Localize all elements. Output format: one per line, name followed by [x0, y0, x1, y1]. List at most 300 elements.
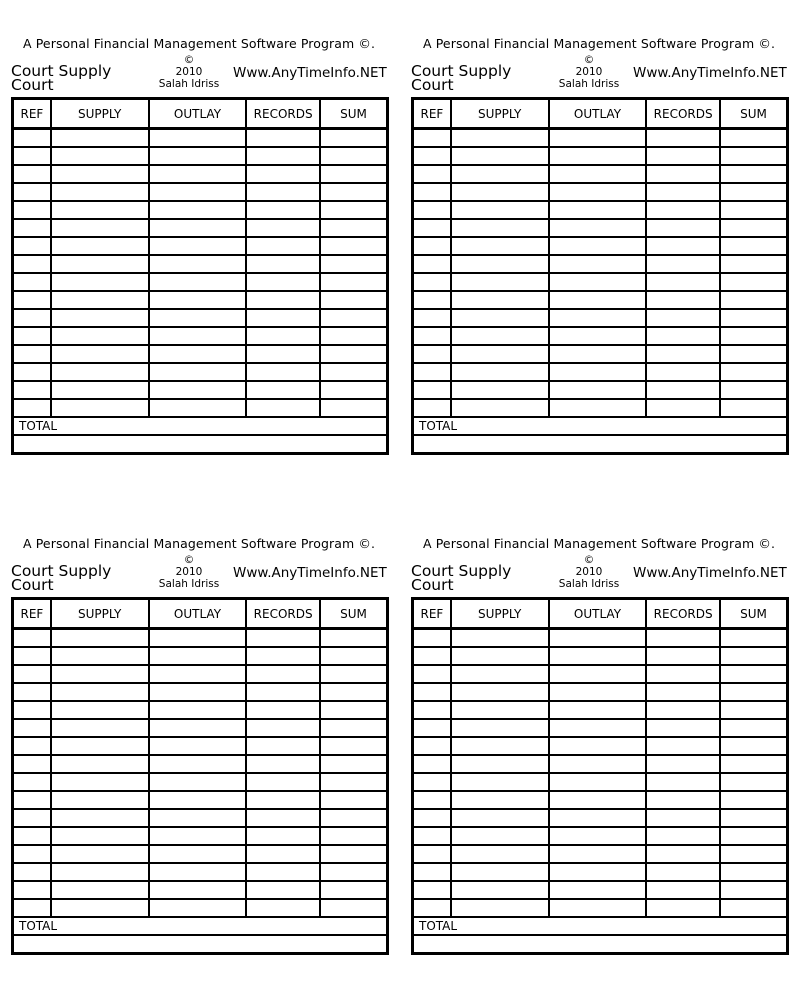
cell-records[interactable] — [246, 881, 320, 899]
cell-records[interactable] — [246, 863, 320, 881]
cell-sum[interactable] — [720, 147, 788, 165]
cell-records[interactable] — [246, 755, 320, 773]
cell-ref[interactable] — [413, 773, 451, 791]
cell-records[interactable] — [646, 165, 720, 183]
cell-sum[interactable] — [720, 791, 788, 809]
cell-ref[interactable] — [13, 309, 51, 327]
cell-records[interactable] — [246, 327, 320, 345]
cell-records[interactable] — [646, 183, 720, 201]
cell-sum[interactable] — [720, 755, 788, 773]
total-value-cell[interactable] — [413, 935, 788, 954]
cell-sum[interactable] — [720, 683, 788, 701]
cell-supply[interactable] — [451, 309, 549, 327]
cell-sum[interactable] — [320, 701, 388, 719]
cell-records[interactable] — [646, 629, 720, 648]
cell-records[interactable] — [246, 183, 320, 201]
cell-sum[interactable] — [720, 737, 788, 755]
cell-ref[interactable] — [413, 737, 451, 755]
cell-ref[interactable] — [413, 183, 451, 201]
cell-sum[interactable] — [320, 899, 388, 917]
cell-supply[interactable] — [51, 381, 149, 399]
cell-ref[interactable] — [13, 147, 51, 165]
cell-sum[interactable] — [320, 791, 388, 809]
cell-outlay[interactable] — [549, 683, 647, 701]
cell-supply[interactable] — [451, 683, 549, 701]
cell-ref[interactable] — [413, 129, 451, 148]
cell-ref[interactable] — [413, 327, 451, 345]
cell-records[interactable] — [646, 147, 720, 165]
cell-sum[interactable] — [320, 629, 388, 648]
cell-records[interactable] — [646, 647, 720, 665]
cell-ref[interactable] — [13, 899, 51, 917]
cell-outlay[interactable] — [149, 881, 247, 899]
cell-supply[interactable] — [51, 701, 149, 719]
cell-supply[interactable] — [51, 291, 149, 309]
cell-outlay[interactable] — [549, 845, 647, 863]
cell-sum[interactable] — [320, 363, 388, 381]
cell-records[interactable] — [646, 845, 720, 863]
cell-sum[interactable] — [720, 399, 788, 417]
cell-ref[interactable] — [13, 165, 51, 183]
total-value-cell[interactable] — [413, 435, 788, 454]
cell-sum[interactable] — [320, 273, 388, 291]
cell-outlay[interactable] — [149, 183, 247, 201]
cell-supply[interactable] — [51, 165, 149, 183]
cell-ref[interactable] — [13, 381, 51, 399]
cell-records[interactable] — [646, 773, 720, 791]
cell-sum[interactable] — [320, 129, 388, 148]
cell-ref[interactable] — [413, 809, 451, 827]
cell-supply[interactable] — [451, 737, 549, 755]
cell-ref[interactable] — [13, 201, 51, 219]
cell-supply[interactable] — [51, 219, 149, 237]
cell-supply[interactable] — [51, 755, 149, 773]
cell-ref[interactable] — [413, 201, 451, 219]
cell-supply[interactable] — [451, 827, 549, 845]
cell-supply[interactable] — [51, 629, 149, 648]
cell-supply[interactable] — [451, 291, 549, 309]
cell-sum[interactable] — [720, 327, 788, 345]
cell-ref[interactable] — [13, 363, 51, 381]
cell-records[interactable] — [646, 701, 720, 719]
cell-sum[interactable] — [320, 327, 388, 345]
cell-ref[interactable] — [13, 327, 51, 345]
cell-sum[interactable] — [720, 719, 788, 737]
cell-outlay[interactable] — [549, 629, 647, 648]
cell-outlay[interactable] — [549, 201, 647, 219]
cell-sum[interactable] — [320, 845, 388, 863]
cell-sum[interactable] — [320, 881, 388, 899]
cell-records[interactable] — [246, 737, 320, 755]
cell-outlay[interactable] — [149, 147, 247, 165]
cell-supply[interactable] — [451, 899, 549, 917]
cell-ref[interactable] — [413, 755, 451, 773]
cell-supply[interactable] — [51, 845, 149, 863]
cell-records[interactable] — [646, 719, 720, 737]
cell-records[interactable] — [646, 273, 720, 291]
cell-supply[interactable] — [451, 237, 549, 255]
cell-sum[interactable] — [320, 165, 388, 183]
cell-supply[interactable] — [51, 719, 149, 737]
cell-ref[interactable] — [413, 683, 451, 701]
cell-ref[interactable] — [13, 647, 51, 665]
cell-ref[interactable] — [413, 845, 451, 863]
cell-supply[interactable] — [451, 701, 549, 719]
cell-outlay[interactable] — [549, 291, 647, 309]
cell-sum[interactable] — [320, 399, 388, 417]
cell-outlay[interactable] — [149, 737, 247, 755]
cell-outlay[interactable] — [149, 755, 247, 773]
cell-ref[interactable] — [13, 399, 51, 417]
cell-supply[interactable] — [451, 147, 549, 165]
cell-outlay[interactable] — [149, 719, 247, 737]
cell-ref[interactable] — [413, 291, 451, 309]
cell-ref[interactable] — [13, 273, 51, 291]
cell-outlay[interactable] — [549, 827, 647, 845]
cell-ref[interactable] — [13, 683, 51, 701]
cell-supply[interactable] — [51, 183, 149, 201]
cell-outlay[interactable] — [149, 327, 247, 345]
cell-outlay[interactable] — [149, 647, 247, 665]
cell-ref[interactable] — [13, 827, 51, 845]
cell-outlay[interactable] — [149, 899, 247, 917]
cell-records[interactable] — [646, 683, 720, 701]
cell-records[interactable] — [246, 845, 320, 863]
cell-sum[interactable] — [720, 309, 788, 327]
cell-sum[interactable] — [720, 219, 788, 237]
cell-ref[interactable] — [13, 345, 51, 363]
cell-records[interactable] — [646, 255, 720, 273]
cell-sum[interactable] — [320, 827, 388, 845]
cell-supply[interactable] — [451, 273, 549, 291]
total-value-cell[interactable] — [13, 935, 388, 954]
cell-outlay[interactable] — [149, 665, 247, 683]
cell-records[interactable] — [246, 201, 320, 219]
cell-supply[interactable] — [451, 255, 549, 273]
cell-records[interactable] — [246, 273, 320, 291]
cell-outlay[interactable] — [549, 381, 647, 399]
cell-sum[interactable] — [720, 345, 788, 363]
cell-ref[interactable] — [13, 219, 51, 237]
cell-outlay[interactable] — [149, 683, 247, 701]
cell-outlay[interactable] — [549, 273, 647, 291]
cell-supply[interactable] — [51, 273, 149, 291]
cell-supply[interactable] — [51, 791, 149, 809]
cell-ref[interactable] — [413, 899, 451, 917]
cell-supply[interactable] — [51, 399, 149, 417]
cell-supply[interactable] — [451, 165, 549, 183]
cell-outlay[interactable] — [549, 863, 647, 881]
cell-records[interactable] — [646, 665, 720, 683]
cell-records[interactable] — [646, 201, 720, 219]
cell-outlay[interactable] — [149, 827, 247, 845]
cell-ref[interactable] — [413, 863, 451, 881]
cell-ref[interactable] — [13, 755, 51, 773]
cell-supply[interactable] — [51, 827, 149, 845]
cell-sum[interactable] — [720, 201, 788, 219]
cell-outlay[interactable] — [549, 255, 647, 273]
cell-sum[interactable] — [320, 147, 388, 165]
cell-sum[interactable] — [720, 273, 788, 291]
cell-outlay[interactable] — [149, 399, 247, 417]
cell-sum[interactable] — [720, 381, 788, 399]
cell-sum[interactable] — [720, 647, 788, 665]
cell-supply[interactable] — [451, 363, 549, 381]
cell-supply[interactable] — [451, 399, 549, 417]
cell-outlay[interactable] — [149, 165, 247, 183]
cell-ref[interactable] — [413, 399, 451, 417]
cell-outlay[interactable] — [549, 399, 647, 417]
cell-outlay[interactable] — [149, 309, 247, 327]
cell-records[interactable] — [246, 381, 320, 399]
cell-supply[interactable] — [451, 381, 549, 399]
cell-records[interactable] — [646, 755, 720, 773]
cell-records[interactable] — [246, 629, 320, 648]
cell-records[interactable] — [246, 129, 320, 148]
cell-records[interactable] — [646, 899, 720, 917]
cell-sum[interactable] — [720, 809, 788, 827]
cell-sum[interactable] — [320, 219, 388, 237]
cell-outlay[interactable] — [149, 773, 247, 791]
cell-records[interactable] — [646, 381, 720, 399]
cell-sum[interactable] — [320, 309, 388, 327]
cell-outlay[interactable] — [549, 147, 647, 165]
cell-outlay[interactable] — [149, 201, 247, 219]
cell-sum[interactable] — [720, 629, 788, 648]
cell-supply[interactable] — [51, 327, 149, 345]
cell-records[interactable] — [246, 665, 320, 683]
cell-ref[interactable] — [413, 791, 451, 809]
cell-ref[interactable] — [13, 237, 51, 255]
cell-outlay[interactable] — [549, 791, 647, 809]
cell-sum[interactable] — [320, 647, 388, 665]
cell-records[interactable] — [646, 363, 720, 381]
cell-supply[interactable] — [451, 201, 549, 219]
cell-records[interactable] — [246, 773, 320, 791]
cell-outlay[interactable] — [149, 291, 247, 309]
cell-ref[interactable] — [413, 665, 451, 683]
cell-outlay[interactable] — [149, 129, 247, 148]
cell-supply[interactable] — [51, 201, 149, 219]
cell-ref[interactable] — [13, 255, 51, 273]
cell-supply[interactable] — [451, 863, 549, 881]
cell-records[interactable] — [646, 219, 720, 237]
cell-sum[interactable] — [720, 183, 788, 201]
cell-sum[interactable] — [720, 363, 788, 381]
cell-sum[interactable] — [720, 291, 788, 309]
cell-supply[interactable] — [51, 863, 149, 881]
cell-records[interactable] — [246, 345, 320, 363]
cell-outlay[interactable] — [549, 665, 647, 683]
cell-ref[interactable] — [413, 881, 451, 899]
cell-supply[interactable] — [451, 809, 549, 827]
cell-ref[interactable] — [413, 165, 451, 183]
cell-outlay[interactable] — [149, 381, 247, 399]
cell-outlay[interactable] — [149, 701, 247, 719]
cell-records[interactable] — [646, 809, 720, 827]
cell-records[interactable] — [646, 863, 720, 881]
cell-sum[interactable] — [320, 345, 388, 363]
cell-supply[interactable] — [51, 647, 149, 665]
cell-supply[interactable] — [51, 345, 149, 363]
cell-ref[interactable] — [13, 863, 51, 881]
cell-ref[interactable] — [413, 629, 451, 648]
cell-ref[interactable] — [13, 881, 51, 899]
cell-supply[interactable] — [451, 647, 549, 665]
cell-outlay[interactable] — [549, 737, 647, 755]
cell-supply[interactable] — [451, 881, 549, 899]
cell-supply[interactable] — [451, 183, 549, 201]
cell-sum[interactable] — [320, 665, 388, 683]
cell-ref[interactable] — [13, 791, 51, 809]
cell-supply[interactable] — [51, 129, 149, 148]
cell-sum[interactable] — [720, 237, 788, 255]
cell-sum[interactable] — [320, 737, 388, 755]
cell-records[interactable] — [246, 363, 320, 381]
cell-outlay[interactable] — [549, 165, 647, 183]
cell-supply[interactable] — [51, 899, 149, 917]
cell-outlay[interactable] — [549, 755, 647, 773]
cell-outlay[interactable] — [149, 809, 247, 827]
cell-records[interactable] — [246, 399, 320, 417]
cell-sum[interactable] — [720, 701, 788, 719]
cell-supply[interactable] — [51, 147, 149, 165]
cell-supply[interactable] — [51, 665, 149, 683]
cell-supply[interactable] — [51, 237, 149, 255]
cell-supply[interactable] — [451, 791, 549, 809]
cell-supply[interactable] — [451, 755, 549, 773]
cell-records[interactable] — [246, 827, 320, 845]
cell-records[interactable] — [646, 827, 720, 845]
cell-sum[interactable] — [720, 665, 788, 683]
cell-records[interactable] — [246, 219, 320, 237]
cell-outlay[interactable] — [149, 363, 247, 381]
cell-ref[interactable] — [413, 701, 451, 719]
cell-supply[interactable] — [451, 773, 549, 791]
cell-records[interactable] — [246, 147, 320, 165]
cell-records[interactable] — [646, 399, 720, 417]
cell-outlay[interactable] — [149, 219, 247, 237]
cell-sum[interactable] — [320, 201, 388, 219]
cell-ref[interactable] — [413, 237, 451, 255]
cell-outlay[interactable] — [549, 219, 647, 237]
cell-sum[interactable] — [320, 683, 388, 701]
cell-ref[interactable] — [13, 737, 51, 755]
cell-ref[interactable] — [413, 255, 451, 273]
cell-sum[interactable] — [720, 165, 788, 183]
cell-sum[interactable] — [720, 773, 788, 791]
cell-outlay[interactable] — [549, 719, 647, 737]
cell-outlay[interactable] — [549, 129, 647, 148]
cell-outlay[interactable] — [149, 863, 247, 881]
cell-outlay[interactable] — [549, 363, 647, 381]
cell-ref[interactable] — [413, 345, 451, 363]
cell-ref[interactable] — [413, 309, 451, 327]
cell-supply[interactable] — [451, 219, 549, 237]
cell-supply[interactable] — [51, 773, 149, 791]
cell-supply[interactable] — [51, 363, 149, 381]
cell-outlay[interactable] — [149, 237, 247, 255]
cell-sum[interactable] — [320, 863, 388, 881]
cell-sum[interactable] — [720, 129, 788, 148]
cell-supply[interactable] — [451, 629, 549, 648]
cell-outlay[interactable] — [149, 345, 247, 363]
cell-outlay[interactable] — [549, 345, 647, 363]
cell-sum[interactable] — [320, 773, 388, 791]
cell-sum[interactable] — [320, 719, 388, 737]
cell-supply[interactable] — [51, 309, 149, 327]
cell-records[interactable] — [646, 345, 720, 363]
cell-sum[interactable] — [320, 291, 388, 309]
cell-ref[interactable] — [413, 219, 451, 237]
cell-supply[interactable] — [451, 719, 549, 737]
cell-supply[interactable] — [51, 809, 149, 827]
cell-ref[interactable] — [13, 701, 51, 719]
cell-records[interactable] — [246, 791, 320, 809]
cell-outlay[interactable] — [549, 183, 647, 201]
cell-ref[interactable] — [13, 629, 51, 648]
cell-records[interactable] — [246, 647, 320, 665]
cell-ref[interactable] — [13, 291, 51, 309]
cell-records[interactable] — [246, 165, 320, 183]
cell-records[interactable] — [646, 791, 720, 809]
cell-records[interactable] — [646, 881, 720, 899]
cell-ref[interactable] — [413, 147, 451, 165]
cell-supply[interactable] — [451, 345, 549, 363]
cell-ref[interactable] — [413, 827, 451, 845]
cell-records[interactable] — [246, 237, 320, 255]
cell-records[interactable] — [246, 309, 320, 327]
cell-outlay[interactable] — [149, 791, 247, 809]
cell-outlay[interactable] — [149, 255, 247, 273]
cell-sum[interactable] — [320, 183, 388, 201]
cell-supply[interactable] — [451, 665, 549, 683]
cell-sum[interactable] — [720, 827, 788, 845]
cell-ref[interactable] — [413, 647, 451, 665]
cell-sum[interactable] — [720, 899, 788, 917]
cell-records[interactable] — [646, 129, 720, 148]
cell-ref[interactable] — [413, 273, 451, 291]
cell-sum[interactable] — [720, 255, 788, 273]
cell-sum[interactable] — [720, 863, 788, 881]
cell-sum[interactable] — [720, 845, 788, 863]
cell-records[interactable] — [246, 701, 320, 719]
cell-records[interactable] — [246, 291, 320, 309]
cell-ref[interactable] — [13, 129, 51, 148]
cell-outlay[interactable] — [549, 809, 647, 827]
cell-supply[interactable] — [51, 683, 149, 701]
cell-outlay[interactable] — [149, 273, 247, 291]
cell-outlay[interactable] — [149, 845, 247, 863]
cell-outlay[interactable] — [549, 647, 647, 665]
cell-ref[interactable] — [13, 809, 51, 827]
cell-records[interactable] — [646, 237, 720, 255]
cell-sum[interactable] — [320, 809, 388, 827]
cell-ref[interactable] — [13, 773, 51, 791]
cell-outlay[interactable] — [549, 773, 647, 791]
cell-ref[interactable] — [13, 665, 51, 683]
cell-supply[interactable] — [451, 327, 549, 345]
cell-sum[interactable] — [720, 881, 788, 899]
cell-outlay[interactable] — [549, 309, 647, 327]
cell-records[interactable] — [246, 683, 320, 701]
cell-supply[interactable] — [451, 129, 549, 148]
cell-ref[interactable] — [413, 381, 451, 399]
cell-records[interactable] — [246, 899, 320, 917]
cell-records[interactable] — [246, 809, 320, 827]
cell-records[interactable] — [246, 255, 320, 273]
cell-supply[interactable] — [51, 737, 149, 755]
